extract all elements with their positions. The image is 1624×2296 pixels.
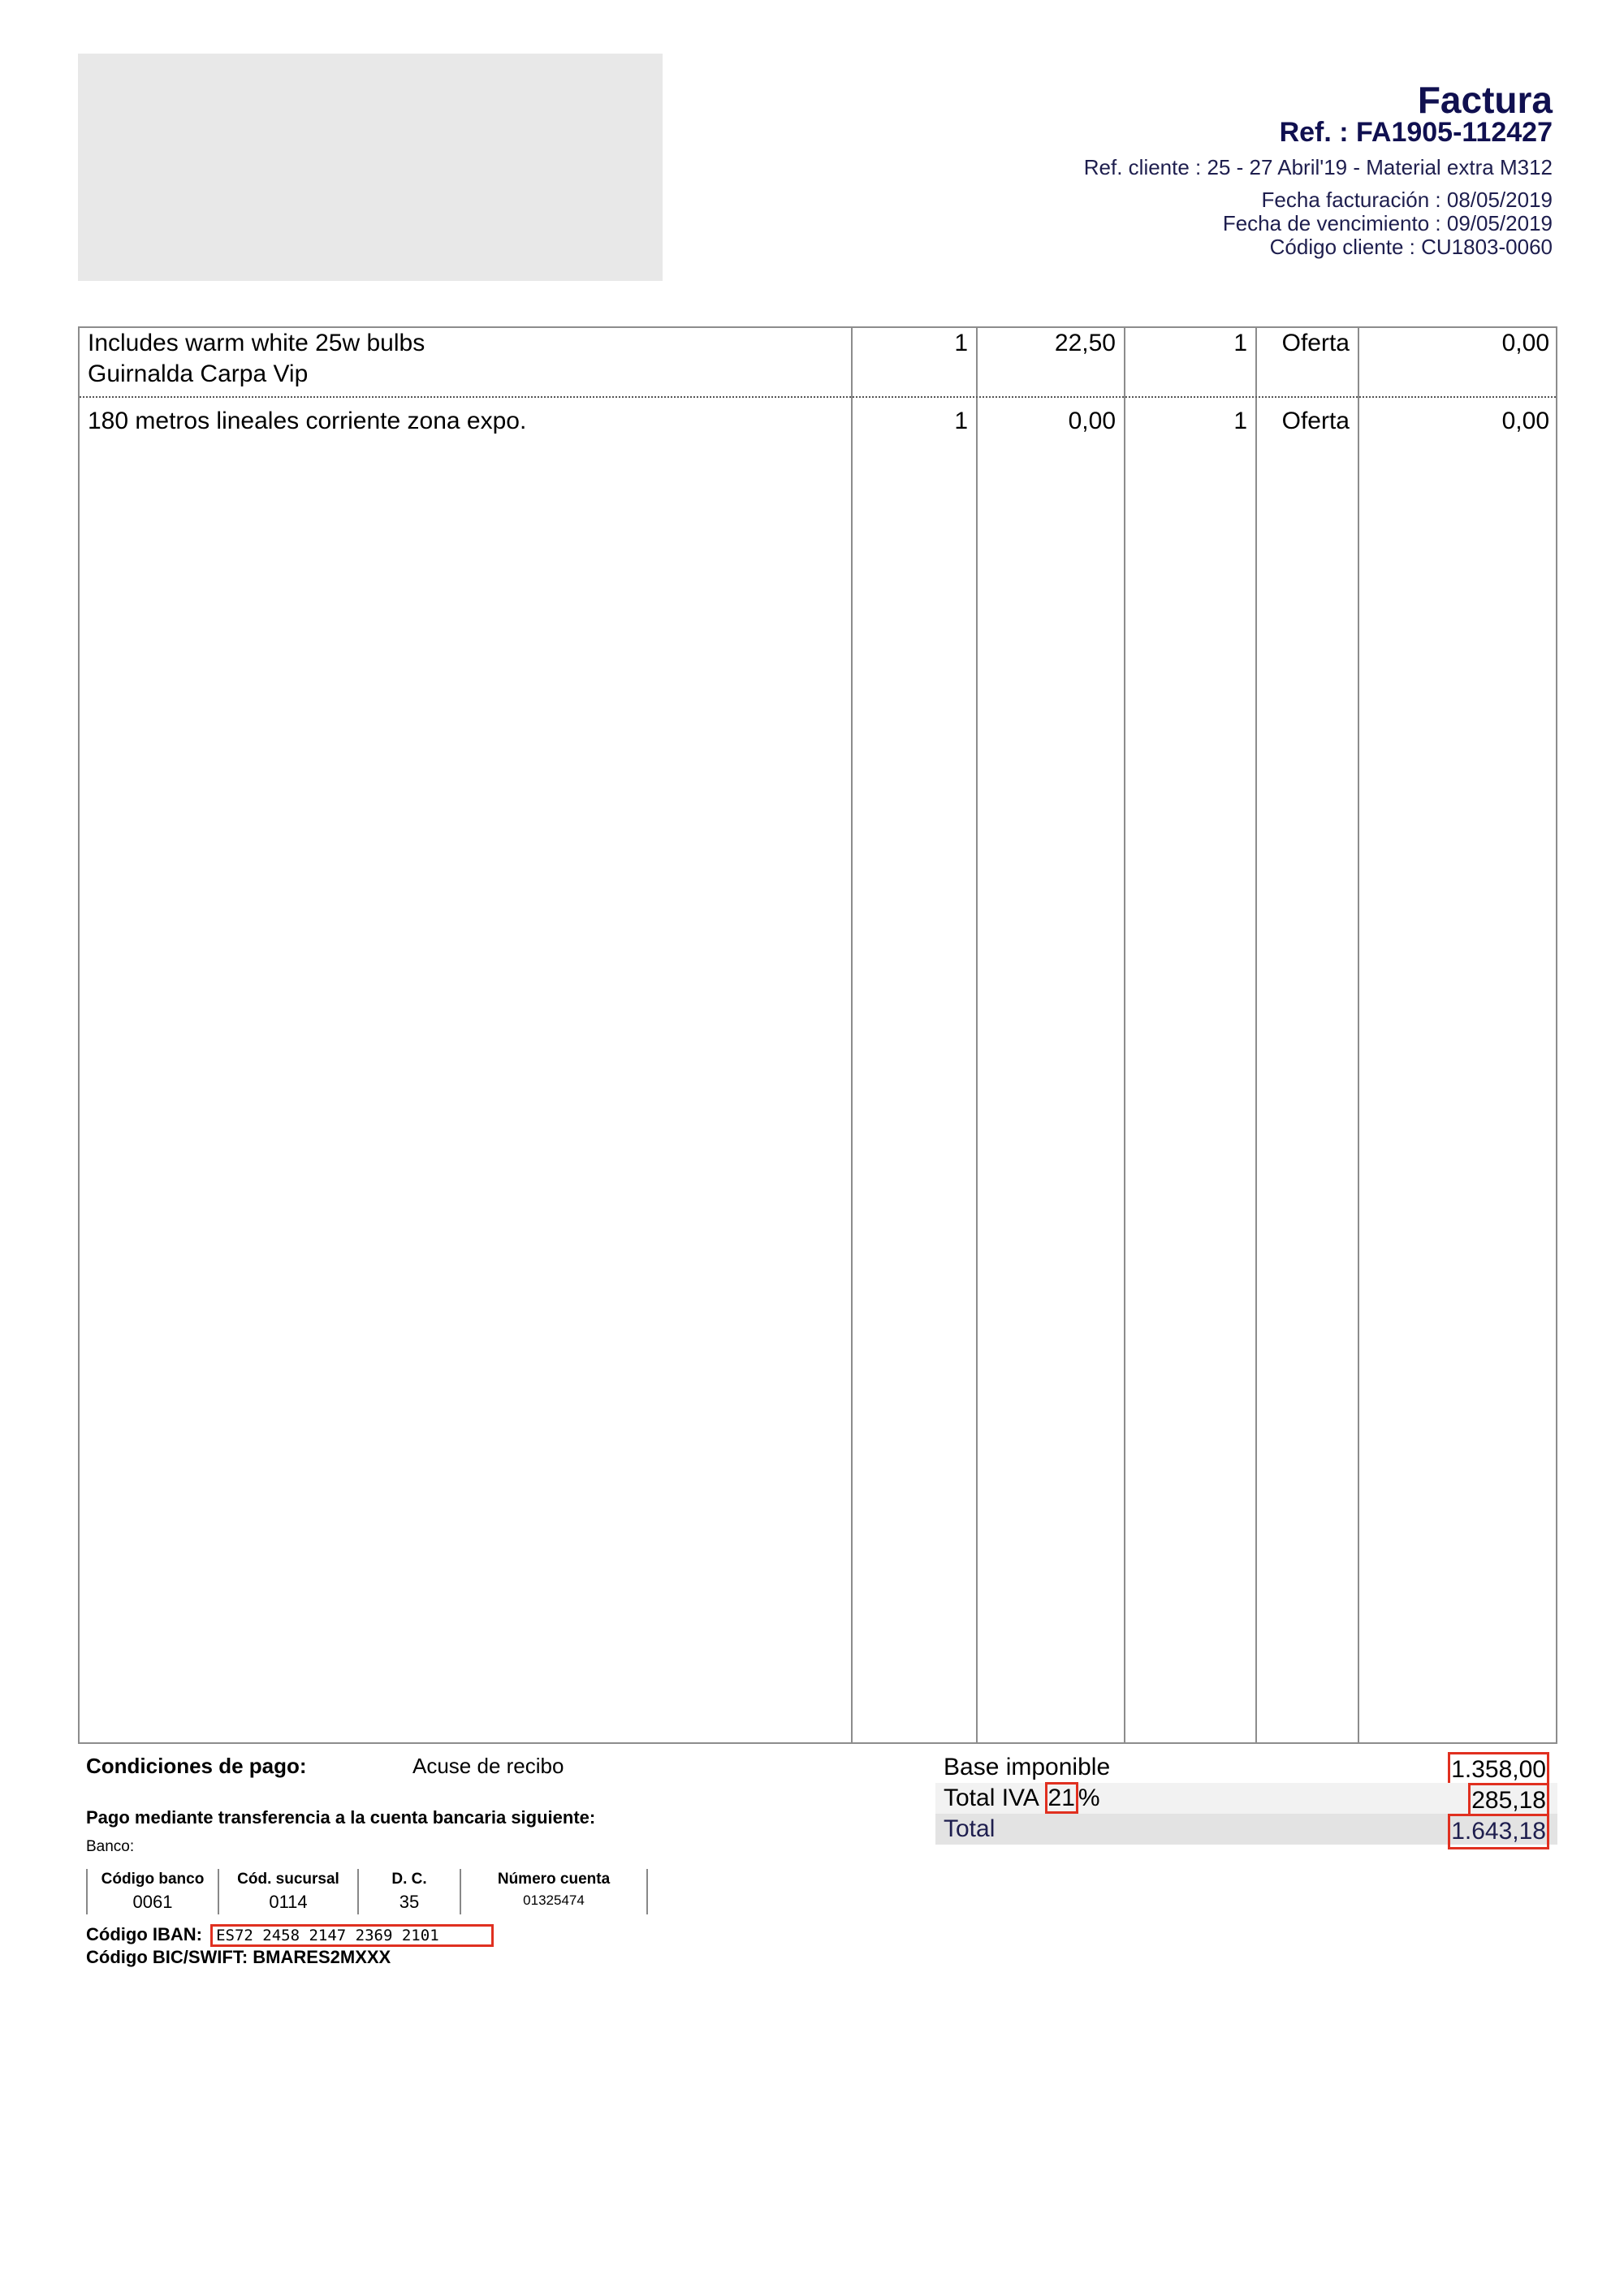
items-table <box>78 326 1557 1744</box>
transfer-instructions: Pago mediante transferencia a la cuenta bancaria siguiente: <box>86 1807 596 1828</box>
bic-swift: Código BIC/SWIFT: BMARES2MXXX <box>86 1947 391 1967</box>
column-divider <box>1358 328 1359 1742</box>
column-divider <box>1124 328 1125 1742</box>
logo-placeholder <box>78 54 663 281</box>
dc-label: D. C. <box>391 1871 427 1888</box>
total-row-base <box>935 1752 1557 1783</box>
document-title: Factura <box>1417 79 1553 121</box>
bank-code-label: Código banco <box>101 1871 205 1888</box>
iva-percent-sign: % <box>1078 1785 1100 1811</box>
invoice-reference: Ref. : FA1905-112427 <box>1279 117 1553 148</box>
client-reference: Ref. cliente : 25 - 27 Abril'19 - Material extra M312 <box>1083 155 1553 179</box>
account-number-value: 01325474 <box>523 1892 585 1908</box>
item-discount: Oferta <box>1281 408 1350 434</box>
item-price: 0,00 <box>1068 408 1116 434</box>
bank-label: Banco: <box>86 1838 135 1855</box>
bank-code-value: 0061 <box>132 1892 173 1912</box>
dc-column <box>359 1869 460 1916</box>
base-amount: 1.358,00 <box>1448 1752 1549 1788</box>
iban-line <box>86 1924 494 1945</box>
iva-rate: 21 <box>1045 1782 1078 1814</box>
iva-label: Total IVA <box>944 1785 1039 1811</box>
item-units: 1 <box>1233 408 1247 434</box>
client-code: Código cliente : CU1803-0060 <box>1269 235 1553 259</box>
bank-code-column <box>88 1869 218 1916</box>
item-price: 22,50 <box>1054 330 1116 356</box>
invoice-date: Fecha facturación : 08/05/2019 <box>1261 188 1553 212</box>
item-description: Includes warm white 25w bulbs <box>88 330 425 356</box>
dc-value: 35 <box>399 1892 420 1912</box>
item-qty: 1 <box>954 330 968 356</box>
column-divider <box>1255 328 1257 1742</box>
item-total: 0,00 <box>1501 408 1549 434</box>
iban-value: ES72 2458 2147 2369 2101 <box>210 1924 494 1947</box>
column-divider <box>976 328 978 1742</box>
iva-label-group <box>944 1783 1100 1814</box>
total-row-iva <box>935 1783 1557 1814</box>
branch-code-column <box>219 1869 357 1916</box>
payment-conditions-label: Condiciones de pago: <box>86 1754 307 1778</box>
total-label: Total <box>944 1815 996 1842</box>
column-divider <box>851 328 853 1742</box>
due-date: Fecha de vencimiento : 09/05/2019 <box>1222 211 1553 235</box>
total-amount: 1.643,18 <box>1448 1814 1549 1849</box>
iban-label: Código IBAN: <box>86 1924 202 1944</box>
account-number-label: Número cuenta <box>497 1871 611 1888</box>
iva-amount: 285,18 <box>1468 1783 1549 1819</box>
item-discount: Oferta <box>1281 330 1350 356</box>
payment-conditions-value: Acuse de recibo <box>412 1754 564 1778</box>
item-description-secondary: Guirnalda Carpa Vip <box>88 360 309 387</box>
item-description: 180 metros lineales corriente zona expo. <box>88 408 527 434</box>
total-row-grand <box>935 1814 1557 1845</box>
item-units: 1 <box>1233 330 1247 356</box>
bank-table-divider <box>646 1869 648 1914</box>
account-number-column <box>461 1869 646 1916</box>
base-label: Base imponible <box>944 1754 1111 1780</box>
branch-code-label: Cód. sucursal <box>237 1871 339 1888</box>
row-separator <box>80 396 1556 398</box>
item-total: 0,00 <box>1501 330 1549 356</box>
item-qty: 1 <box>954 408 968 434</box>
branch-code-value: 0114 <box>269 1892 308 1912</box>
